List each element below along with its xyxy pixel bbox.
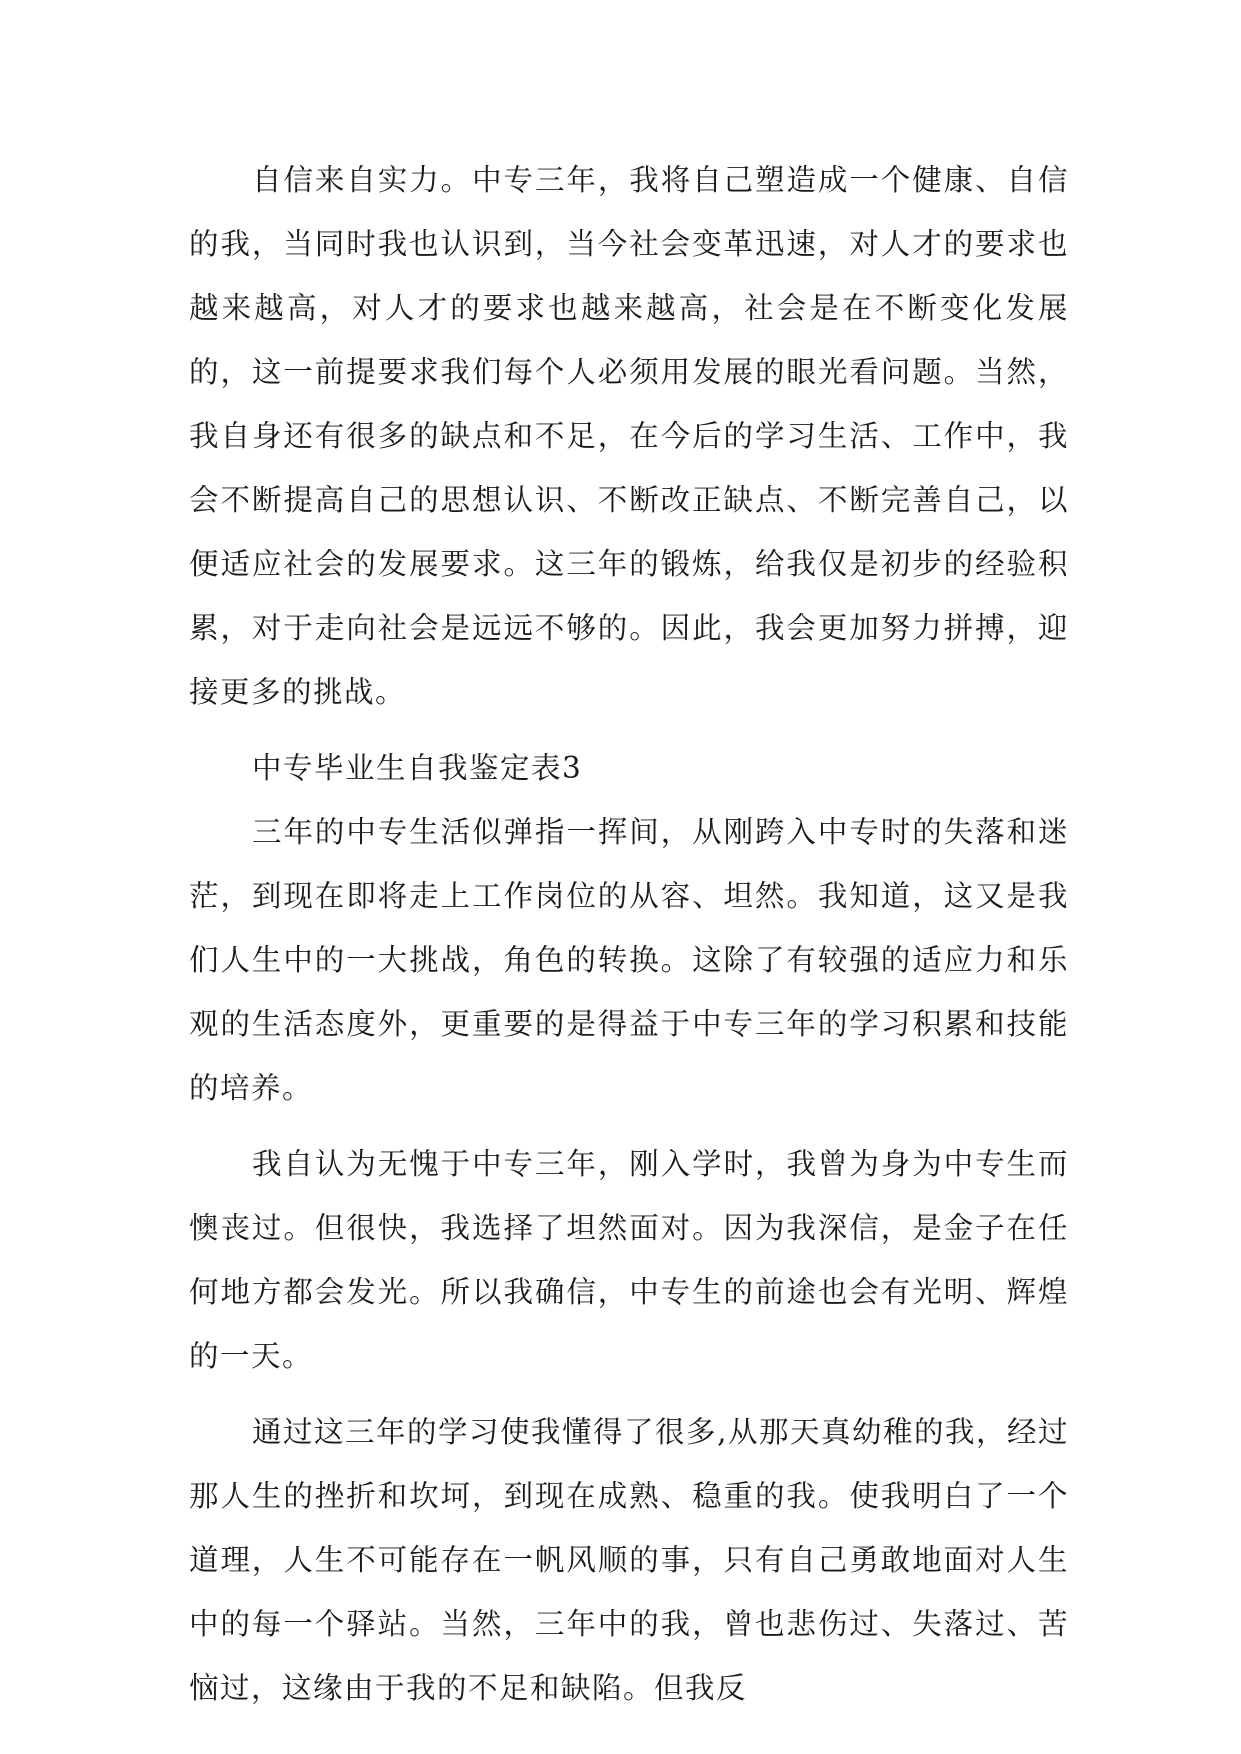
paragraph-no-regret: 我自认为无愧于中专三年，刚入学时，我曾为身为中专生而懊丧过。但很快，我选择了坦然面对。因为我深信，是金子在任何地方都会发光。所以我确信，中专生的前途也会有光明、辉煌的一天。	[189, 1147, 1069, 1373]
paragraph-learning: 通过这三年的学习使我懂得了很多,从那天真幼稚的我，经过那人生的挫折和坎坷，到现在成熟、稳重的我。使我明白了一个道理，人生不可能存在一帆风顺的事，只有自己勇敢地面对人生中的每一个驿站。当然，三年中的我，曾也悲伤过、失落过、苦恼过，这缘由于我的不足和缺陷。但我反	[189, 1415, 1069, 1705]
paragraph-confidence: 自信来自实力。中专三年，我将自己塑造成一个健康、自信的我，当同时我也认识到，当今社会变革迅速，对人才的要求也越来越高，对人才的要求也越来越高，社会是在不断变化发展的，这一前提要求我们每个人必须用发展的眼光看问题。当然，我自身还有很多的缺点和不足，在今后的学习生活、工作中，我会不断提高自己的思想认识、不断改正缺点、不断完善自己，以便适应社会的发展要求。这三年的锻炼，给我仅是初步的经验积累，对于走向社会是远远不够的。因此，我会更加努力拼搏，迎接更多的挑战。	[189, 163, 1069, 709]
document-body	[189, 148, 1069, 1732]
section-heading: 中专毕业生自我鉴定表3	[252, 751, 583, 785]
paragraph-three-years: 三年的中专生活似弹指一挥间，从刚跨入中专时的失落和迷茫，到现在即将走上工作岗位的从容、坦然。我知道，这又是我们人生中的一大挑战，角色的转换。这除了有较强的适应力和乐观的生活态度外，更重要的是得益于中专三年的学习积累和技能的培养。	[189, 815, 1069, 1105]
